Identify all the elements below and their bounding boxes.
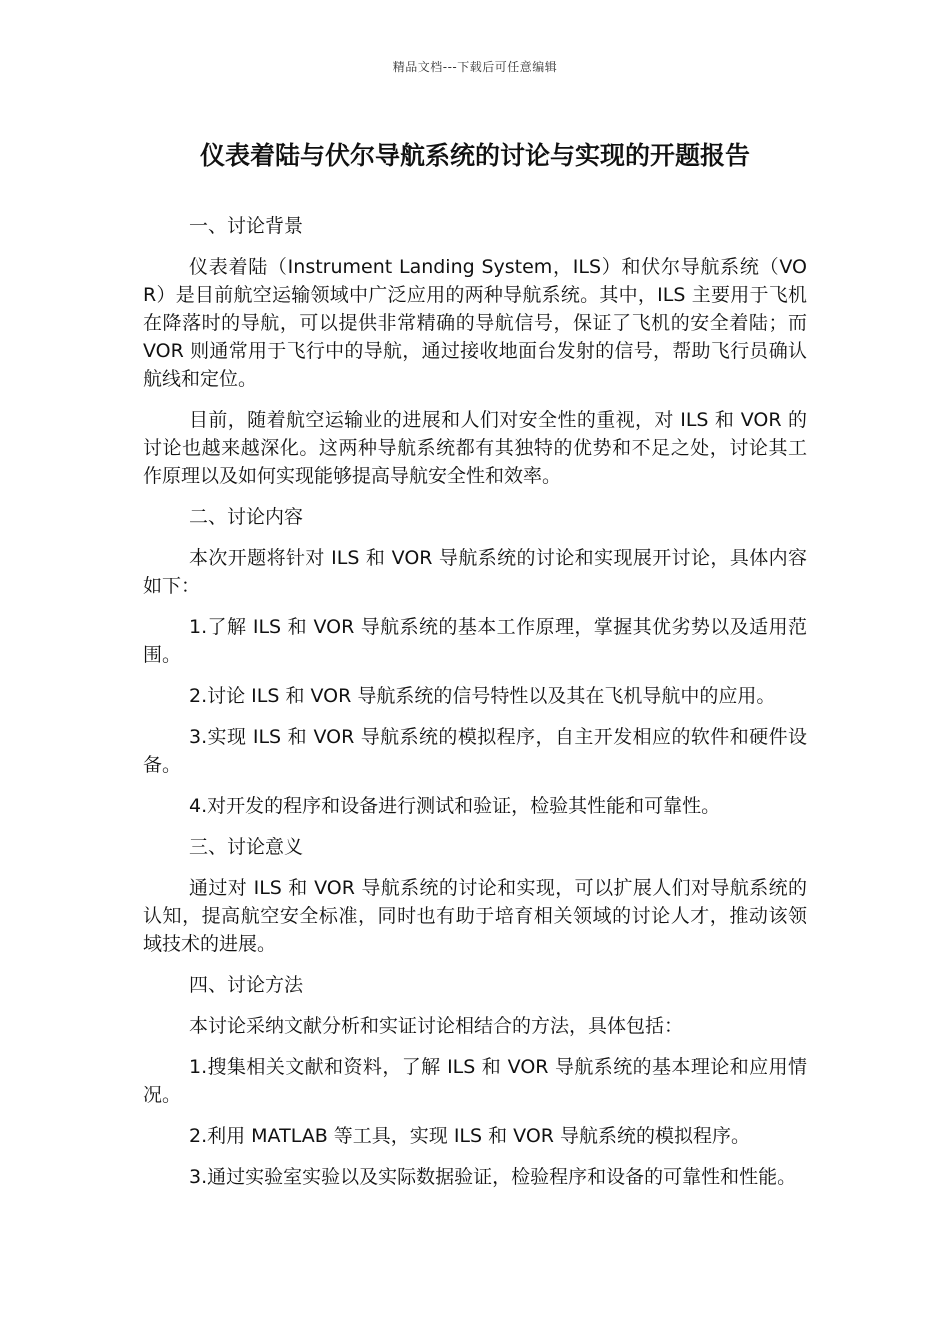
list-item: 2.利用 MATLAB 等工具，实现 ILS 和 VOR 导航系统的模拟程序。 bbox=[189, 1125, 751, 1147]
header-note: 精品文档---下载后可任意编辑 bbox=[392, 60, 558, 74]
list-item: 2.讨论 ILS 和 VOR 导航系统的信号特性以及其在飞机导航中的应用。 bbox=[189, 685, 776, 707]
paragraph: 本次开题将针对 ILS 和 VOR 导航系统的讨论和实现展开讨论，具体内容如下： bbox=[143, 547, 807, 597]
document-body bbox=[143, 212, 807, 1204]
list-item: 3.实现 ILS 和 VOR 导航系统的模拟程序，自主开发相应的软件和硬件设备。 bbox=[143, 726, 807, 776]
section-heading-background: 一、讨论背景 bbox=[189, 215, 304, 237]
section-heading-method: 四、讨论方法 bbox=[189, 974, 304, 996]
paragraph: 本讨论采纳文献分析和实证讨论相结合的方法，具体包括： bbox=[189, 1015, 684, 1037]
list-item: 4.对开发的程序和设备进行测试和验证，检验其性能和可靠性。 bbox=[189, 795, 721, 817]
paragraph: 通过对 ILS 和 VOR 导航系统的讨论和实现，可以扩展人们对导航系统的认知，提高航空安全标准，同时也有助于培育相关领域的讨论人才，推动该领域技术的进展。 bbox=[143, 877, 807, 955]
list-item: 1.了解 ILS 和 VOR 导航系统的基本工作原理，掌握其优劣势以及适用范围。 bbox=[143, 616, 807, 666]
section-heading-content: 二、讨论内容 bbox=[189, 506, 304, 528]
list-item: 3.通过实验室实验以及实际数据验证，检验程序和设备的可靠性和性能。 bbox=[189, 1166, 797, 1188]
paragraph: 目前，随着航空运输业的进展和人们对安全性的重视，对 ILS 和 VOR 的讨论也越来越深化。这两种导航系统都有其独特的优势和不足之处，讨论其工作原理以及如何实现能够提高导航安全性和效率。 bbox=[143, 409, 807, 487]
document-title: 仪表着陆与伏尔导航系统的讨论与实现的开题报告 bbox=[199, 141, 750, 170]
list-item: 1.搜集相关文献和资料，了解 ILS 和 VOR 导航系统的基本理论和应用情况。 bbox=[143, 1056, 807, 1106]
section-heading-significance: 三、讨论意义 bbox=[189, 836, 304, 858]
paragraph: 仪表着陆（Instrument Landing System，ILS）和伏尔导航系统（VOR）是目前航空运输领域中广泛应用的两种导航系统。其中，ILS 主要用于飞机在降落时的导航，可以提供非常精确的导航信号，保证了飞机的安全着陆；而 VOR 则通常用于飞行中的导航，通过接收地面台发射的信号，帮助飞行员确认航线和定位。 bbox=[143, 256, 807, 390]
